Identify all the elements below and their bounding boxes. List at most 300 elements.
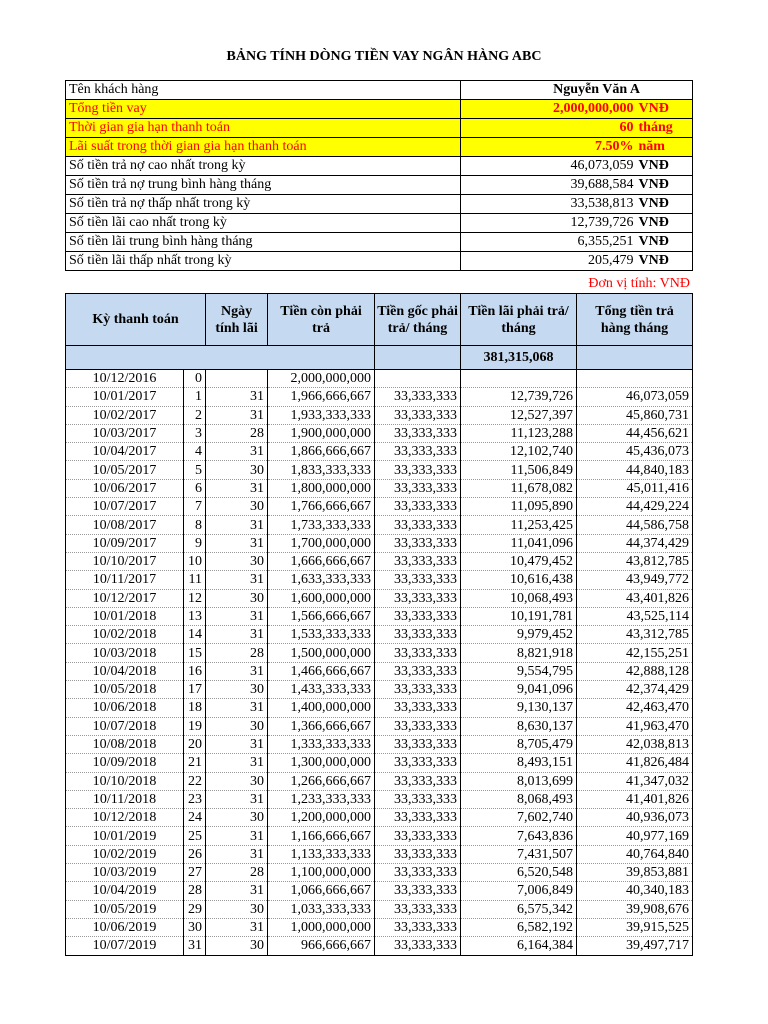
cell-days[interactable]: 31	[206, 516, 268, 534]
cell-total[interactable]: 45,436,073	[577, 443, 693, 461]
cell-days[interactable]: 30	[206, 552, 268, 570]
info-label[interactable]: Thời gian gia hạn thanh toán	[66, 119, 461, 138]
cell-principal[interactable]: 33,333,333	[375, 937, 461, 955]
total-blank-cell-3[interactable]	[577, 346, 693, 370]
cell-interest[interactable]: 10,191,781	[461, 607, 577, 625]
schedule-row	[66, 699, 693, 717]
info-value[interactable]: 6,355,251	[461, 233, 637, 252]
cell-remaining[interactable]: 1,066,666,667	[268, 882, 375, 900]
cell-total[interactable]: 44,374,429	[577, 534, 693, 552]
unit-note: Đơn vị tính: VNĐ	[588, 276, 690, 291]
cell-days[interactable]: 28	[206, 644, 268, 662]
cell-interest[interactable]: 11,506,849	[461, 461, 577, 479]
schedule-row	[66, 827, 693, 845]
cell-date[interactable]: 10/07/2019	[66, 937, 184, 955]
cell-principal[interactable]: 33,333,333	[375, 882, 461, 900]
schedule-row	[66, 809, 693, 827]
customer-label[interactable]: Tên khách hàng	[66, 81, 461, 100]
cell-total[interactable]: 39,915,525	[577, 918, 693, 936]
cell-days[interactable]: 31	[206, 388, 268, 406]
cell-period-no[interactable]: 20	[184, 735, 206, 753]
cell-period-no[interactable]: 8	[184, 516, 206, 534]
info-row	[66, 233, 693, 252]
cell-principal[interactable]: 33,333,333	[375, 918, 461, 936]
cell-interest[interactable]: 6,582,192	[461, 918, 577, 936]
cell-total[interactable]: 42,463,470	[577, 699, 693, 717]
cell-principal[interactable]: 33,333,333	[375, 754, 461, 772]
cell-days[interactable]: 31	[206, 406, 268, 424]
info-unit[interactable]: VNĐ	[637, 214, 693, 233]
cell-date[interactable]: 10/04/2019	[66, 882, 184, 900]
cell-remaining[interactable]: 1,000,000,000	[268, 918, 375, 936]
cell-interest[interactable]: 9,979,452	[461, 626, 577, 644]
cell-remaining[interactable]: 1,400,000,000	[268, 699, 375, 717]
cell-period-no[interactable]: 2	[184, 406, 206, 424]
cell-date[interactable]: 10/03/2018	[66, 644, 184, 662]
payment-schedule-table	[65, 293, 693, 956]
info-label[interactable]: Số tiền trả nợ trung bình hàng tháng	[66, 176, 461, 195]
cell-principal[interactable]: 33,333,333	[375, 827, 461, 845]
schedule-row	[66, 662, 693, 680]
cell-period-no[interactable]: 17	[184, 681, 206, 699]
cell-interest[interactable]	[461, 370, 577, 388]
cell-principal[interactable]: 33,333,333	[375, 571, 461, 589]
cell-interest[interactable]: 8,705,479	[461, 735, 577, 753]
cell-period-no[interactable]: 25	[184, 827, 206, 845]
cell-interest[interactable]: 9,130,137	[461, 699, 577, 717]
cell-remaining[interactable]: 1,966,666,667	[268, 388, 375, 406]
cell-principal[interactable]: 33,333,333	[375, 534, 461, 552]
cell-interest[interactable]: 6,575,342	[461, 900, 577, 918]
cell-remaining[interactable]: 1,500,000,000	[268, 644, 375, 662]
cell-total[interactable]: 43,312,785	[577, 626, 693, 644]
schedule-row	[66, 900, 693, 918]
cell-date[interactable]: 10/09/2018	[66, 754, 184, 772]
cell-date[interactable]: 10/01/2018	[66, 607, 184, 625]
info-row	[66, 157, 693, 176]
cell-interest[interactable]: 11,041,096	[461, 534, 577, 552]
info-unit[interactable]: năm	[637, 138, 693, 157]
cell-remaining[interactable]: 1,766,666,667	[268, 498, 375, 516]
info-label[interactable]: Số tiền lãi cao nhất trong kỳ	[66, 214, 461, 233]
cell-principal[interactable]: 33,333,333	[375, 498, 461, 516]
cell-principal[interactable]: 33,333,333	[375, 552, 461, 570]
cell-total[interactable]: 42,374,429	[577, 681, 693, 699]
cell-days[interactable]	[206, 370, 268, 388]
cell-days[interactable]: 31	[206, 699, 268, 717]
schedule-row	[66, 790, 693, 808]
cell-principal[interactable]: 33,333,333	[375, 644, 461, 662]
cell-period-no[interactable]: 18	[184, 699, 206, 717]
cell-period-no[interactable]: 5	[184, 461, 206, 479]
cell-period-no[interactable]: 1	[184, 388, 206, 406]
cell-remaining[interactable]: 1,033,333,333	[268, 900, 375, 918]
total-interest-cell[interactable]: 381,315,068	[461, 346, 577, 370]
schedule-row	[66, 845, 693, 863]
cell-remaining[interactable]: 1,200,000,000	[268, 809, 375, 827]
cell-period-no[interactable]: 10	[184, 552, 206, 570]
cell-period-no[interactable]: 16	[184, 662, 206, 680]
info-unit[interactable]: VNĐ	[637, 157, 693, 176]
header-remaining-balance[interactable]: Tiền còn phải trả	[268, 294, 375, 346]
cell-total[interactable]: 40,764,840	[577, 845, 693, 863]
cell-total[interactable]: 44,456,621	[577, 424, 693, 442]
cell-principal[interactable]: 33,333,333	[375, 424, 461, 442]
schedule-row	[66, 406, 693, 424]
cell-remaining[interactable]: 1,666,666,667	[268, 552, 375, 570]
cell-days[interactable]: 31	[206, 626, 268, 644]
cell-remaining[interactable]: 1,700,000,000	[268, 534, 375, 552]
cell-days[interactable]: 31	[206, 918, 268, 936]
schedule-row	[66, 607, 693, 625]
cell-days[interactable]: 28	[206, 424, 268, 442]
cell-principal[interactable]: 33,333,333	[375, 845, 461, 863]
cell-total[interactable]: 44,586,758	[577, 516, 693, 534]
cell-date[interactable]: 10/10/2017	[66, 552, 184, 570]
cell-date[interactable]: 10/04/2018	[66, 662, 184, 680]
cell-principal[interactable]: 33,333,333	[375, 607, 461, 625]
cell-period-no[interactable]: 4	[184, 443, 206, 461]
cell-days[interactable]: 30	[206, 589, 268, 607]
cell-remaining[interactable]: 1,900,000,000	[268, 424, 375, 442]
schedule-row	[66, 589, 693, 607]
cell-principal[interactable]: 33,333,333	[375, 717, 461, 735]
schedule-row	[66, 388, 693, 406]
cell-period-no[interactable]: 7	[184, 498, 206, 516]
cell-period-no[interactable]: 6	[184, 479, 206, 497]
total-blank-cell-2[interactable]	[375, 346, 461, 370]
cell-total[interactable]: 44,429,224	[577, 498, 693, 516]
cell-interest[interactable]: 12,527,397	[461, 406, 577, 424]
cell-interest[interactable]: 6,520,548	[461, 864, 577, 882]
cell-total[interactable]: 40,977,169	[577, 827, 693, 845]
cell-period-no[interactable]: 3	[184, 424, 206, 442]
cell-principal[interactable]: 33,333,333	[375, 479, 461, 497]
info-row	[66, 214, 693, 233]
cell-interest[interactable]: 7,006,849	[461, 882, 577, 900]
cell-remaining[interactable]: 1,100,000,000	[268, 864, 375, 882]
schedule-row	[66, 552, 693, 570]
cell-date[interactable]: 10/02/2018	[66, 626, 184, 644]
cell-interest[interactable]: 8,821,918	[461, 644, 577, 662]
cell-interest[interactable]: 11,123,288	[461, 424, 577, 442]
cell-total[interactable]: 46,073,059	[577, 388, 693, 406]
cell-days[interactable]: 30	[206, 717, 268, 735]
info-unit[interactable]: VNĐ	[637, 100, 693, 119]
cell-total[interactable]: 39,497,717	[577, 937, 693, 955]
info-label[interactable]: Lãi suất trong thời gian gia hạn thanh toán	[66, 138, 461, 157]
schedule-row	[66, 479, 693, 497]
cell-remaining[interactable]: 1,800,000,000	[268, 479, 375, 497]
cell-remaining[interactable]: 1,633,333,333	[268, 571, 375, 589]
cell-total[interactable]: 43,812,785	[577, 552, 693, 570]
cell-period-no[interactable]: 29	[184, 900, 206, 918]
cell-date[interactable]: 10/04/2017	[66, 443, 184, 461]
cell-date[interactable]: 10/07/2017	[66, 498, 184, 516]
cell-remaining[interactable]: 1,433,333,333	[268, 681, 375, 699]
customer-row	[66, 81, 693, 100]
cell-days[interactable]: 30	[206, 461, 268, 479]
cell-date[interactable]: 10/01/2019	[66, 827, 184, 845]
cell-interest[interactable]: 10,616,438	[461, 571, 577, 589]
cell-date[interactable]: 10/05/2019	[66, 900, 184, 918]
cell-total[interactable]: 40,936,073	[577, 809, 693, 827]
cell-period-no[interactable]: 12	[184, 589, 206, 607]
info-value[interactable]: 2,000,000,000	[461, 100, 637, 119]
info-label[interactable]: Tổng tiền vay	[66, 100, 461, 119]
cell-remaining[interactable]: 1,600,000,000	[268, 589, 375, 607]
cell-interest[interactable]: 7,602,740	[461, 809, 577, 827]
cell-remaining[interactable]: 966,666,667	[268, 937, 375, 955]
cell-period-no[interactable]: 15	[184, 644, 206, 662]
cell-remaining[interactable]: 1,166,666,667	[268, 827, 375, 845]
cell-date[interactable]: 10/10/2018	[66, 772, 184, 790]
cell-total[interactable]: 41,963,470	[577, 717, 693, 735]
cell-principal[interactable]: 33,333,333	[375, 699, 461, 717]
cell-interest[interactable]: 8,068,493	[461, 790, 577, 808]
cell-days[interactable]: 31	[206, 443, 268, 461]
cell-interest[interactable]: 12,102,740	[461, 443, 577, 461]
cell-period-no[interactable]: 13	[184, 607, 206, 625]
schedule-row	[66, 882, 693, 900]
cell-principal[interactable]: 33,333,333	[375, 516, 461, 534]
info-row	[66, 195, 693, 214]
info-label[interactable]: Số tiền trả nợ thấp nhất trong kỳ	[66, 195, 461, 214]
cell-remaining[interactable]: 1,866,666,667	[268, 443, 375, 461]
cell-date[interactable]: 10/09/2017	[66, 534, 184, 552]
cell-remaining[interactable]: 1,366,666,667	[268, 717, 375, 735]
cell-days[interactable]: 30	[206, 498, 268, 516]
info-value[interactable]: 60	[461, 119, 637, 138]
cell-remaining[interactable]: 1,133,333,333	[268, 845, 375, 863]
cell-days[interactable]: 31	[206, 754, 268, 772]
cell-interest[interactable]: 9,554,795	[461, 662, 577, 680]
cell-interest[interactable]: 10,479,452	[461, 552, 577, 570]
cell-days[interactable]: 31	[206, 882, 268, 900]
cell-principal[interactable]: 33,333,333	[375, 388, 461, 406]
header-total-payment[interactable]: Tổng tiền trả hàng tháng	[577, 294, 693, 346]
cell-interest[interactable]: 7,643,836	[461, 827, 577, 845]
cell-total[interactable]: 43,949,772	[577, 571, 693, 589]
cell-total[interactable]: 40,340,183	[577, 882, 693, 900]
cell-total[interactable]: 41,401,826	[577, 790, 693, 808]
cell-principal[interactable]: 33,333,333	[375, 662, 461, 680]
cell-principal[interactable]: 33,333,333	[375, 900, 461, 918]
cell-days[interactable]: 30	[206, 772, 268, 790]
customer-name[interactable]: Nguyễn Văn A	[461, 81, 693, 100]
cell-total[interactable]: 42,155,251	[577, 644, 693, 662]
header-interest[interactable]: Tiền lãi phải trả/ tháng	[461, 294, 577, 346]
info-value[interactable]: 12,739,726	[461, 214, 637, 233]
cell-date[interactable]: 10/08/2018	[66, 735, 184, 753]
cell-date[interactable]: 10/08/2017	[66, 516, 184, 534]
cell-interest[interactable]: 6,164,384	[461, 937, 577, 955]
cell-days[interactable]: 30	[206, 681, 268, 699]
cell-date[interactable]: 10/05/2018	[66, 681, 184, 699]
cell-period-no[interactable]: 9	[184, 534, 206, 552]
cell-date[interactable]: 10/06/2018	[66, 699, 184, 717]
info-value[interactable]: 46,073,059	[461, 157, 637, 176]
schedule-row	[66, 626, 693, 644]
schedule-row	[66, 534, 693, 552]
schedule-row	[66, 735, 693, 753]
cell-period-no[interactable]: 23	[184, 790, 206, 808]
info-unit[interactable]: VNĐ	[637, 176, 693, 195]
cell-principal[interactable]: 33,333,333	[375, 772, 461, 790]
cell-interest[interactable]: 8,630,137	[461, 717, 577, 735]
cell-period-no[interactable]: 24	[184, 809, 206, 827]
cell-period-no[interactable]: 26	[184, 845, 206, 863]
info-unit[interactable]: tháng	[637, 119, 693, 138]
cell-remaining[interactable]: 1,233,333,333	[268, 790, 375, 808]
info-value[interactable]: 7.50%	[461, 138, 637, 157]
cell-total[interactable]: 41,826,484	[577, 754, 693, 772]
cell-date[interactable]: 10/07/2018	[66, 717, 184, 735]
info-unit[interactable]: VNĐ	[637, 195, 693, 214]
cell-principal[interactable]: 33,333,333	[375, 626, 461, 644]
cell-total[interactable]: 43,525,114	[577, 607, 693, 625]
cell-date[interactable]: 10/06/2019	[66, 918, 184, 936]
cell-interest[interactable]: 8,493,151	[461, 754, 577, 772]
cell-interest[interactable]: 12,739,726	[461, 388, 577, 406]
schedule-row	[66, 717, 693, 735]
info-value[interactable]: 205,479	[461, 252, 637, 271]
cell-days[interactable]: 30	[206, 809, 268, 827]
info-unit[interactable]: VNĐ	[637, 233, 693, 252]
info-row	[66, 100, 693, 119]
cell-days[interactable]: 31	[206, 534, 268, 552]
cell-days[interactable]: 28	[206, 864, 268, 882]
cell-total[interactable]: 42,888,128	[577, 662, 693, 680]
cell-date[interactable]: 10/06/2017	[66, 479, 184, 497]
schedule-row	[66, 461, 693, 479]
cell-remaining[interactable]: 1,733,333,333	[268, 516, 375, 534]
cell-principal[interactable]: 33,333,333	[375, 681, 461, 699]
info-row	[66, 176, 693, 195]
cell-period-no[interactable]: 22	[184, 772, 206, 790]
cell-days[interactable]: 31	[206, 790, 268, 808]
cell-remaining[interactable]: 1,933,333,333	[268, 406, 375, 424]
cell-interest[interactable]: 7,431,507	[461, 845, 577, 863]
cell-days[interactable]: 30	[206, 937, 268, 955]
cell-interest[interactable]: 10,068,493	[461, 589, 577, 607]
cell-total[interactable]: 42,038,813	[577, 735, 693, 753]
total-blank-cell[interactable]	[66, 346, 375, 370]
cell-date[interactable]: 10/01/2017	[66, 388, 184, 406]
cell-remaining[interactable]: 1,333,333,333	[268, 735, 375, 753]
header-interest-days[interactable]: Ngày tính lãi	[206, 294, 268, 346]
cell-days[interactable]: 31	[206, 607, 268, 625]
cell-total[interactable]	[577, 370, 693, 388]
cell-date[interactable]: 10/02/2017	[66, 406, 184, 424]
cell-date[interactable]: 10/03/2019	[66, 864, 184, 882]
cell-date[interactable]: 10/11/2017	[66, 571, 184, 589]
cell-date[interactable]: 10/12/2016	[66, 370, 184, 388]
cell-period-no[interactable]: 14	[184, 626, 206, 644]
cell-interest[interactable]: 9,041,096	[461, 681, 577, 699]
schedule-row	[66, 754, 693, 772]
cell-date[interactable]: 10/12/2018	[66, 809, 184, 827]
cell-total[interactable]: 39,908,676	[577, 900, 693, 918]
cell-date[interactable]: 10/05/2017	[66, 461, 184, 479]
cell-period-no[interactable]: 28	[184, 882, 206, 900]
cell-principal[interactable]: 33,333,333	[375, 864, 461, 882]
cell-interest[interactable]: 11,678,082	[461, 479, 577, 497]
info-value[interactable]: 39,688,584	[461, 176, 637, 195]
cell-interest[interactable]: 8,013,699	[461, 772, 577, 790]
cell-remaining[interactable]: 1,833,333,333	[268, 461, 375, 479]
cell-principal[interactable]	[375, 370, 461, 388]
cell-remaining[interactable]: 1,466,666,667	[268, 662, 375, 680]
info-value[interactable]: 33,538,813	[461, 195, 637, 214]
cell-days[interactable]: 31	[206, 827, 268, 845]
cell-days[interactable]: 30	[206, 900, 268, 918]
cell-days[interactable]: 31	[206, 479, 268, 497]
cell-principal[interactable]: 33,333,333	[375, 461, 461, 479]
cell-period-no[interactable]: 11	[184, 571, 206, 589]
header-period[interactable]: Kỳ thanh toán	[66, 294, 206, 346]
cell-days[interactable]: 31	[206, 735, 268, 753]
cell-days[interactable]: 31	[206, 571, 268, 589]
cell-total[interactable]: 45,011,416	[577, 479, 693, 497]
cell-remaining[interactable]: 2,000,000,000	[268, 370, 375, 388]
cell-total[interactable]: 41,347,032	[577, 772, 693, 790]
total-interest-row	[66, 346, 693, 370]
cell-remaining[interactable]: 1,266,666,667	[268, 772, 375, 790]
schedule-row	[66, 772, 693, 790]
schedule-row	[66, 443, 693, 461]
info-label[interactable]: Số tiền trả nợ cao nhất trong kỳ	[66, 157, 461, 176]
cell-date[interactable]: 10/02/2019	[66, 845, 184, 863]
cell-principal[interactable]: 33,333,333	[375, 790, 461, 808]
cell-principal[interactable]: 33,333,333	[375, 406, 461, 424]
schedule-row	[66, 516, 693, 534]
cell-date[interactable]: 10/03/2017	[66, 424, 184, 442]
cell-principal[interactable]: 33,333,333	[375, 443, 461, 461]
cell-period-no[interactable]: 21	[184, 754, 206, 772]
cell-principal[interactable]: 33,333,333	[375, 589, 461, 607]
cell-total[interactable]: 39,853,881	[577, 864, 693, 882]
schedule-row	[66, 571, 693, 589]
cell-interest[interactable]: 11,095,890	[461, 498, 577, 516]
cell-total[interactable]: 45,860,731	[577, 406, 693, 424]
cell-remaining[interactable]: 1,533,333,333	[268, 626, 375, 644]
cell-interest[interactable]: 11,253,425	[461, 516, 577, 534]
info-label[interactable]: Số tiền lãi trung bình hàng tháng	[66, 233, 461, 252]
cell-period-no[interactable]: 0	[184, 370, 206, 388]
cell-date[interactable]: 10/11/2018	[66, 790, 184, 808]
cell-remaining[interactable]: 1,566,666,667	[268, 607, 375, 625]
schedule-row	[66, 498, 693, 516]
cell-period-no[interactable]: 19	[184, 717, 206, 735]
cell-period-no[interactable]: 30	[184, 918, 206, 936]
cell-date[interactable]: 10/12/2017	[66, 589, 184, 607]
cell-principal[interactable]: 33,333,333	[375, 735, 461, 753]
cell-remaining[interactable]: 1,300,000,000	[268, 754, 375, 772]
cell-total[interactable]: 44,840,183	[577, 461, 693, 479]
cell-period-no[interactable]: 31	[184, 937, 206, 955]
cell-period-no[interactable]: 27	[184, 864, 206, 882]
cell-principal[interactable]: 33,333,333	[375, 809, 461, 827]
info-unit[interactable]: VNĐ	[637, 252, 693, 271]
cell-days[interactable]: 31	[206, 662, 268, 680]
info-row	[66, 138, 693, 157]
cell-days[interactable]: 31	[206, 845, 268, 863]
info-label[interactable]: Số tiền lãi thấp nhất trong kỳ	[66, 252, 461, 271]
cell-total[interactable]: 43,401,826	[577, 589, 693, 607]
header-principal[interactable]: Tiền gốc phải trả/ tháng	[375, 294, 461, 346]
schedule-row	[66, 681, 693, 699]
